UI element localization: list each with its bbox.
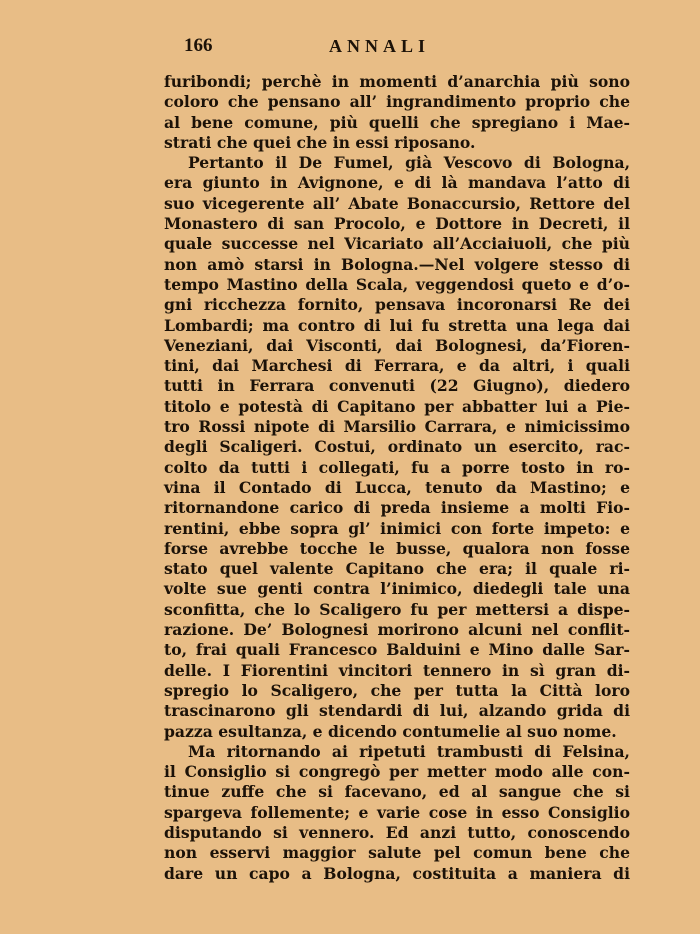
text-line: degli Scaligeri. Costui, ordinato un esercito, rac- xyxy=(164,437,630,457)
text-line: tro Rossi nipote di Marsilio Carrara, e nimicissimo xyxy=(164,417,630,437)
text-line: delle. I Fiorentini vincitori tennero in sì gran di- xyxy=(164,660,630,680)
text-line: vina il Contado di Lucca, tenuto da Mastino; e xyxy=(164,477,630,497)
text-line: suo vicegerente all’ Abate Bonaccursio, Rettore del xyxy=(164,193,630,213)
text-line: quale successe nel Vicariato all’Acciaiuoli, che più xyxy=(164,234,630,254)
text-line: titolo e potestà di Capitano per abbatter lui a Pie- xyxy=(164,396,630,416)
text-line: disputando si vennero. Ed anzi tutto, conoscendo xyxy=(164,822,630,842)
text-line: coloro che pensano all’ ingrandimento proprio che xyxy=(164,92,630,112)
text-line: to, frai quali Francesco Balduini e Mino dalle Sar- xyxy=(164,640,630,660)
text-line: Pertanto il De Fumel, già Vescovo di Bologna, xyxy=(188,153,630,173)
text-line: strati che quei che in essi riposano. xyxy=(164,132,476,152)
text-line: il Consiglio si congregò per metter modo alle con- xyxy=(164,762,630,782)
page-number: 166 xyxy=(184,35,213,56)
text-line: al bene comune, più quelli che spregiano i Mae- xyxy=(164,112,630,132)
text-line: trascinarono gli stendardi di lui, alzando grida di xyxy=(164,701,630,721)
text-line: non esservi maggior salute pel comun bene che xyxy=(164,843,630,863)
text-line: Ma ritornando ai ripetuti trambusti di Felsina, xyxy=(188,741,630,761)
text-line: tempo Mastino della Scala, veggendosi queto e d’o- xyxy=(164,274,630,294)
text-line: rentini, ebbe sopra gl’ inimici con forte impeto: e xyxy=(164,518,630,538)
text-line: era giunto in Avignone, e di là mandava l’atto di xyxy=(164,173,630,193)
text-line: sconfitta, che lo Scaligero fu per mettersi a dispe- xyxy=(164,599,630,619)
text-line: tini, dai Marchesi di Ferrara, e da altri, i quali xyxy=(164,356,630,376)
text-line: tutti in Ferrara convenuti (22 Giugno), diedero xyxy=(164,376,630,396)
text-line: gni ricchezza fornito, pensava incoronarsi Re dei xyxy=(164,295,630,315)
text-line: forse avrebbe tocche le busse, qualora non fosse xyxy=(164,538,630,558)
text-line: furibondi; perchè in momenti d’anarchia più sono xyxy=(164,72,630,91)
text-line: Lombardi; ma contro di lui fu stretta una lega dai xyxy=(164,315,630,335)
text-line: spargeva follemente; e varie cose in esso Consiglio xyxy=(164,802,630,822)
text-line: razione. De’ Bolognesi morirono alcuni nel conflit- xyxy=(164,620,630,640)
text-line: spregio lo Scaligero, che per tutta la Città loro xyxy=(164,680,630,700)
text-line: Monastero di san Procolo, e Dottore in Decreti, il xyxy=(164,214,630,234)
text-line: Veneziani, dai Visconti, dai Bolognesi, da’Fioren- xyxy=(164,335,630,355)
running-title: ANNALI xyxy=(329,36,431,56)
text-line: pazza esultanza, e dicendo contumelie al suo nome. xyxy=(164,721,617,741)
text-line: dare un capo a Bologna, costituita a maniera di xyxy=(164,863,630,883)
text-line: non amò starsi in Bologna.—Nel volgere stesso di xyxy=(164,254,630,274)
text-line: colto da tutti i collegati, fu a porre tosto in ro- xyxy=(164,457,630,477)
text-line: ritornandone carico di preda insieme a molti Fio- xyxy=(164,498,630,518)
text-line: tinue zuffe che si facevano, ed al sangue che si xyxy=(164,782,630,802)
running-head xyxy=(164,33,630,61)
text-line: stato quel valente Capitano che era; il quale ri- xyxy=(164,559,630,579)
text-line: volte sue genti contra l’inimico, diedegli tale una xyxy=(164,579,630,599)
body-text xyxy=(164,72,630,884)
